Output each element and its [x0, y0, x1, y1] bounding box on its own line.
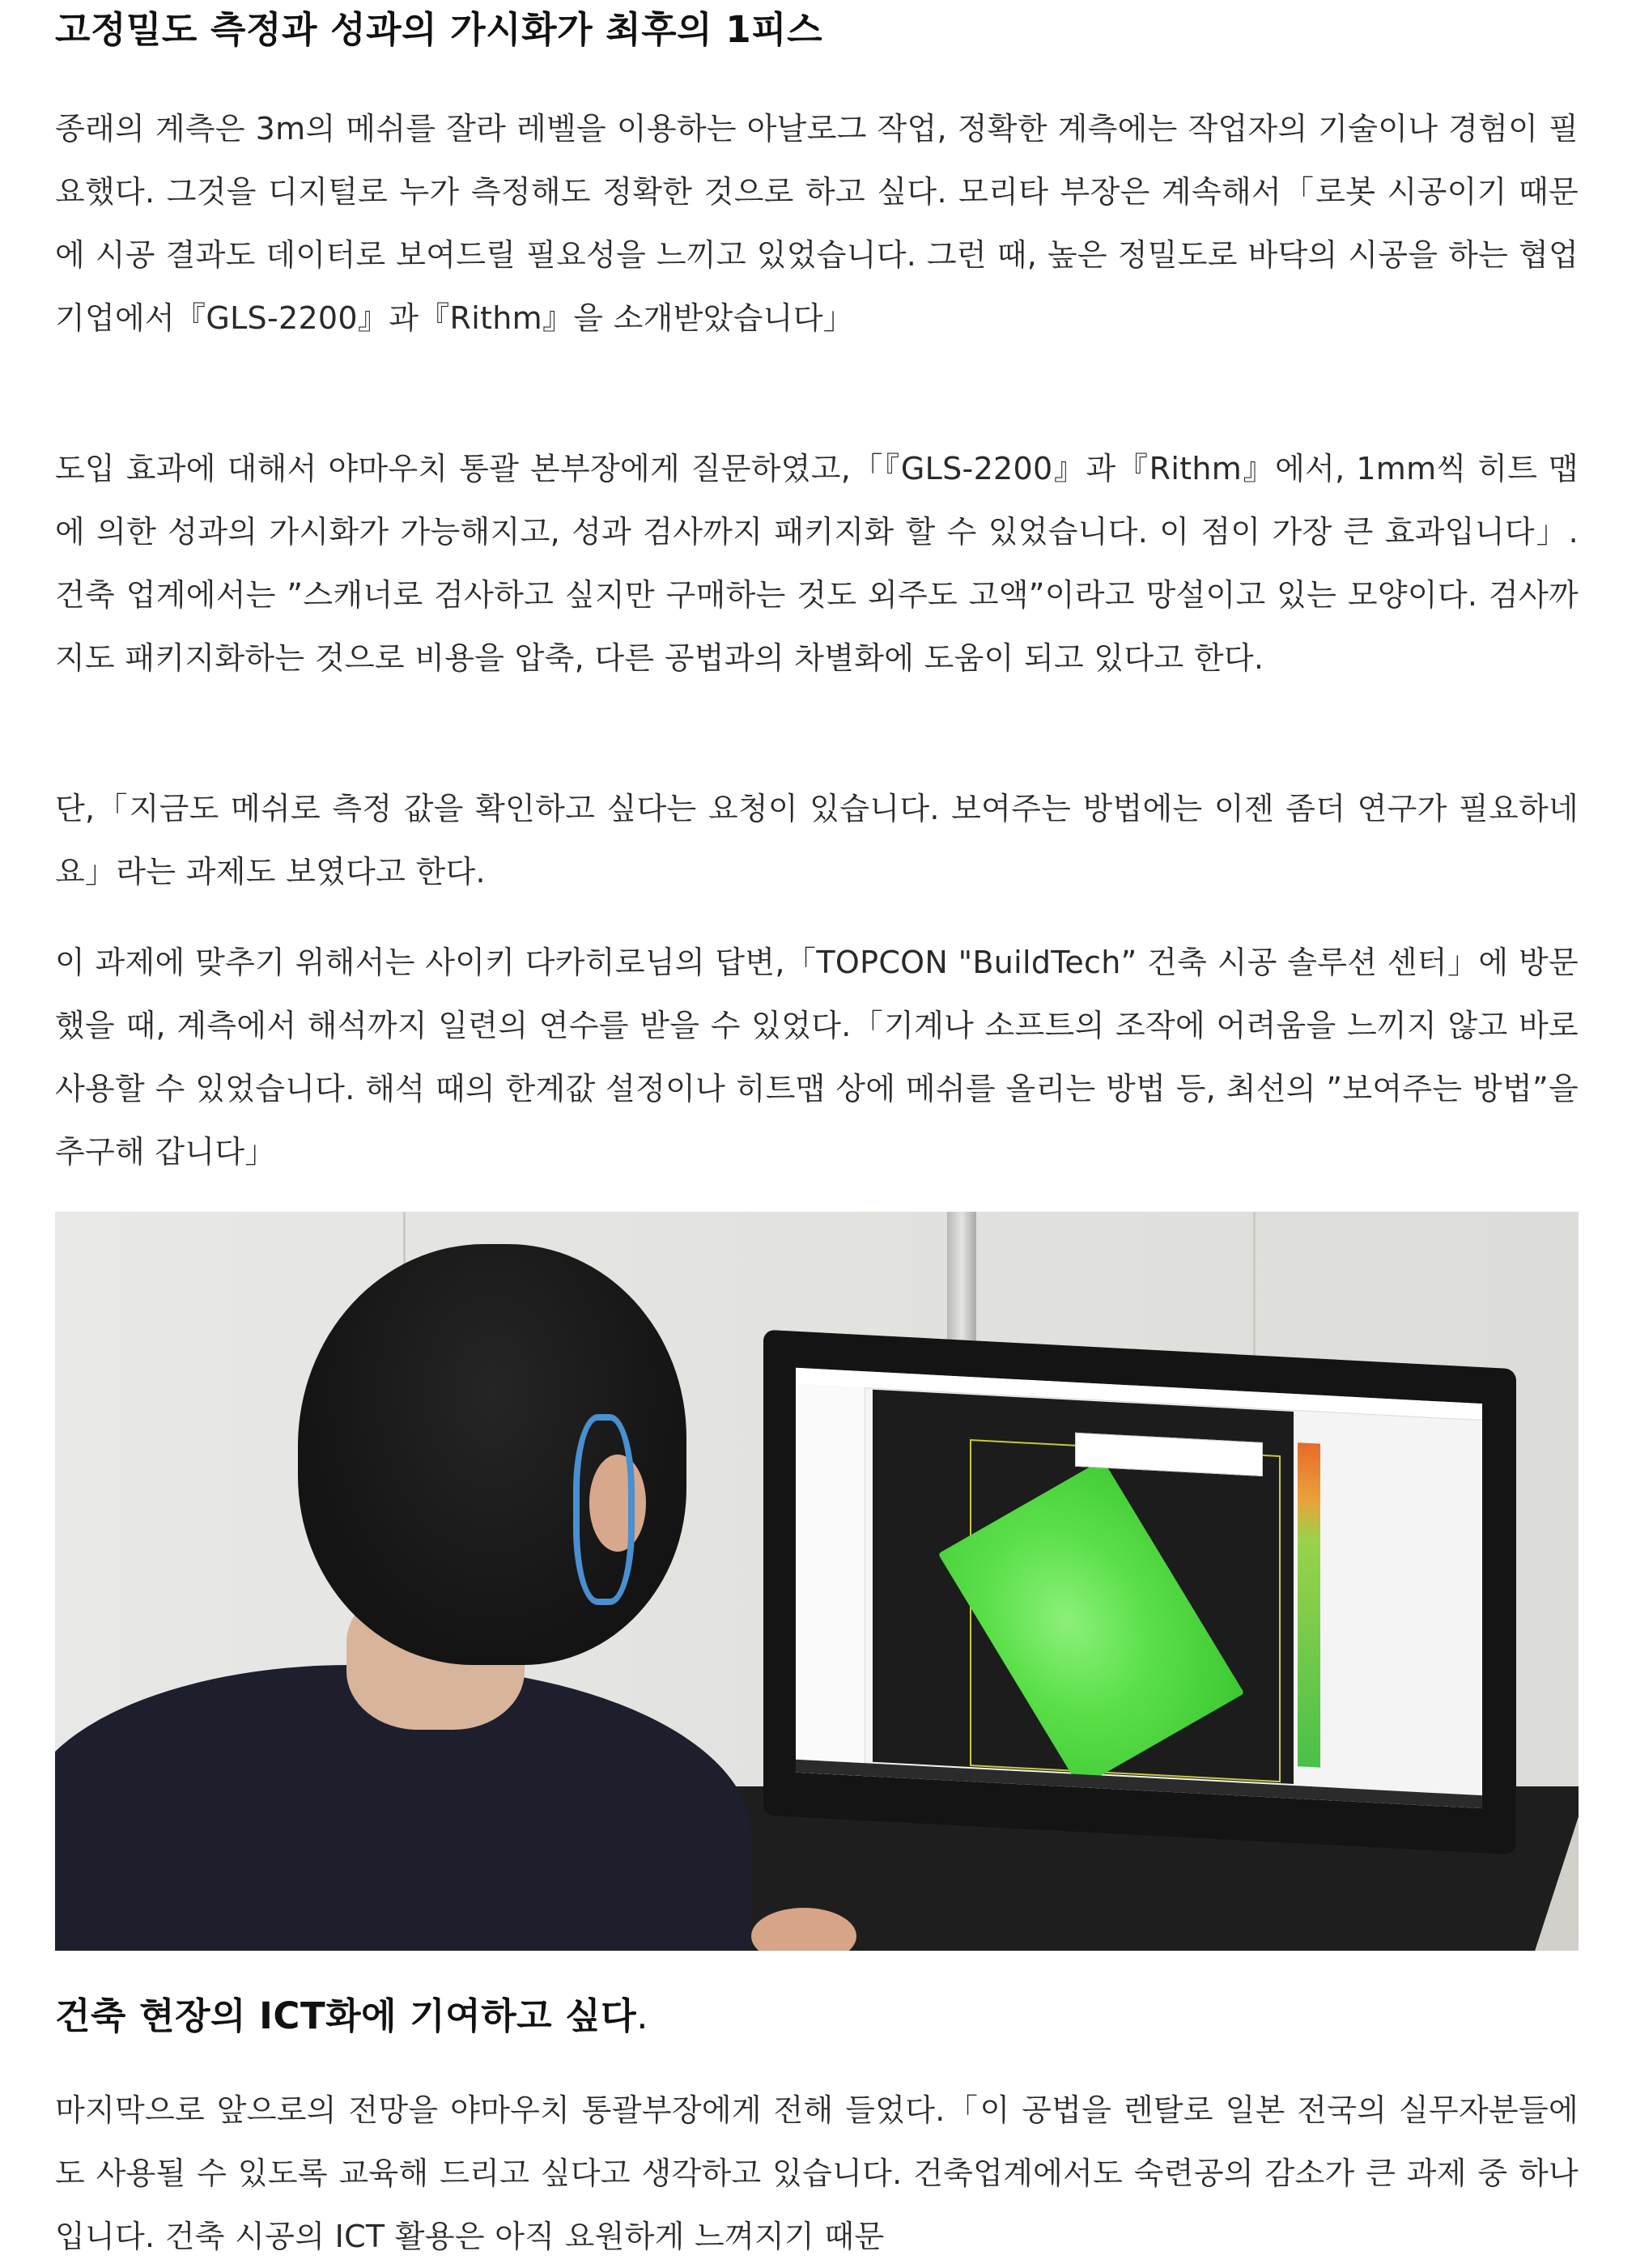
photo-person-using-laptop	[55, 1212, 1579, 1951]
section-heading-2-period: .	[636, 1994, 649, 2037]
heatmap-legend-bar	[1298, 1442, 1320, 1767]
section-heading-2-text: 건축 현장의 ICT화에 기여하고 싶다	[55, 1994, 637, 2037]
paragraph-5: 마지막으로 앞으로의 전망을 야마우치 통괄부장에게 전해 들었다.「이 공법을 렌탈로 일본 전국의 실무자분들에도 사용될 수 있도록 교육해 드리고 싶다고 생각하고 있습니다. 건축업계에서도 숙련공의 감소가 큰 과제 중 하나입니다. 건축 시공의 ICT 활용은 아직 요원하게 느껴지기 때문	[55, 2092, 1579, 2254]
paragraph-4: 이 과제에 맞추기 위해서는 사이키 다카히로님의 답변,「TOPCON "BuildTech” 건축 시공 솔루션 센터」에 방문했을 때, 계측에서 해석까지 일련의 연수를 받을 수 있었다.「기계나 소프트의 조작에 어려움을 느끼지 않고 바로 사용할 수 있었습니다. 해석 때의 한계값 설정이나 히트맵 상에 메쉬를 올리는 방법 등, 최선의 ”보여주는 방법”을 추구해 갑니다」	[55, 945, 1579, 1170]
paragraph-3: 단,「지금도 메쉬로 측정 값을 확인하고 싶다는 요청이 있습니다. 보여주는 방법에는 이젠 좀더 연구가 필요하네요」라는 과제도 보였다고 한다.	[55, 791, 1579, 890]
paragraph-1: 종래의 계측은 3m의 메쉬를 잘라 레벨을 이용하는 아날로그 작업, 정확한 계측에는 작업자의 기술이나 경험이 필요했다. 그것을 디지털로 누가 측정해도 정확한 것으로 하고 싶다. 모리타 부장은 계속해서「로봇 시공이기 때문에 시공 결과도 데이터로 보여드릴 필요성을 느끼고 있었습니다. 그런 때, 높은 정밀도로 바닥의 시공을 하는 협업 기업에서『GLS-2200』과『Rithm』을 소개받았습니다」	[55, 111, 1579, 336]
face-mask-strap	[573, 1414, 635, 1605]
section-heading-2	[55, 1988, 648, 2045]
laptop-screen	[796, 1368, 1482, 1808]
laptop	[763, 1330, 1516, 1855]
section-heading-1: 고정밀도 측정과 성과의 가시화가 최후의 1피스	[55, 8, 823, 51]
point-cloud-viewport	[873, 1390, 1294, 1784]
app-side-panel	[796, 1384, 865, 1777]
paragraph-2: 도입 효과에 대해서 야마우치 통괄 본부장에게 질문하였고,「『GLS-2200』과『Rithm』에서, 1mm씩 히트 맵에 의한 성과의 가시화가 가능해지고, 성과 검사까지 패키지화 할 수 있었습니다. 이 점이 가장 큰 효과입니다」. 건축 업계에서는 ”스캐너로 검사하고 싶지만 구매하는 것도 외주도 고액”이라고 망설이고 있는 모양이다. 검사까지도 패키지화하는 것으로 비용을 압축, 다른 공법과의 차별화에 도움이 되고 있다고 한다.	[55, 451, 1579, 676]
